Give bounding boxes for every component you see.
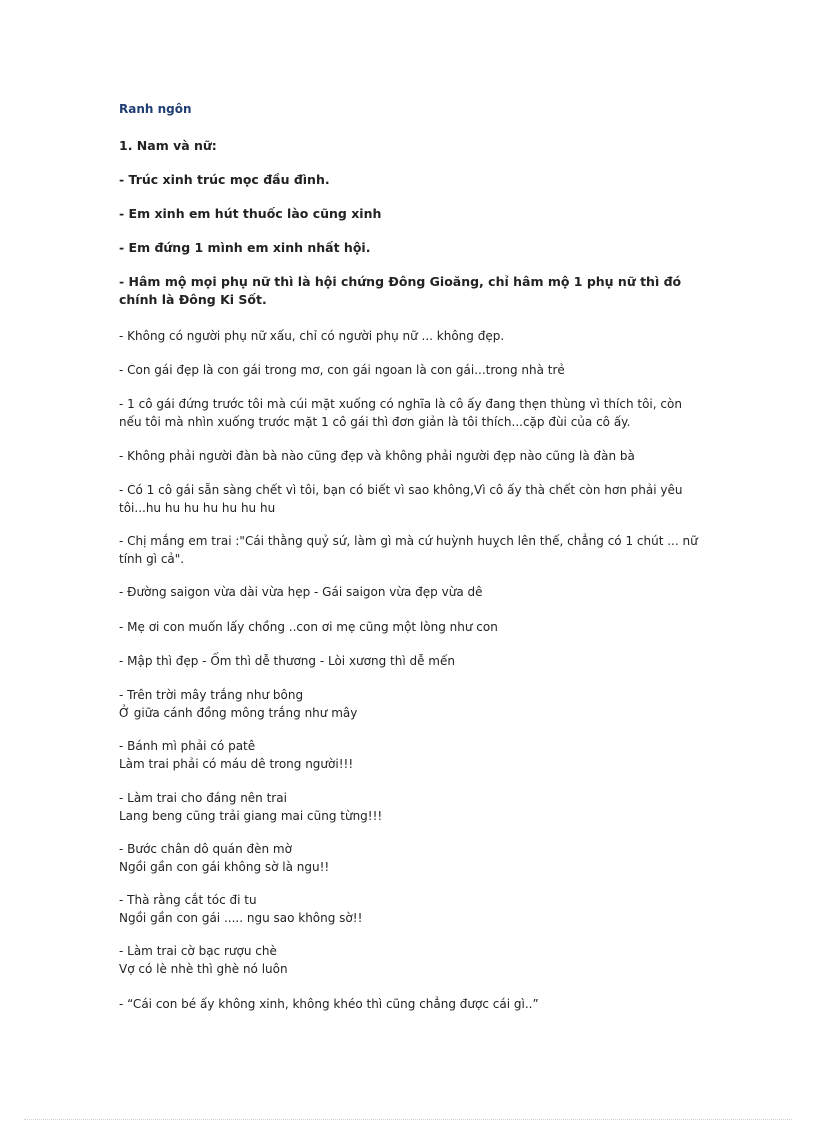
quote-1: - Không có người phụ nữ xấu, chỉ có người phụ nữ ... không đẹp. <box>119 329 505 343</box>
quote-12-line-1: - Làm trai cho đáng nên trai <box>119 791 287 805</box>
quote-13-line-2: Ngồi gần con gái không sờ là ngu!! <box>119 859 330 874</box>
quote-4: - Không phải người đàn bà nào cũng đẹp và không phải người đẹp nào cũng là đàn bà <box>119 449 635 463</box>
quote-bold-4 <box>119 273 681 309</box>
quote-3-line-1: - 1 cô gái đứng trước tôi mà cúi mặt xuống có nghĩa là cô ấy đang thẹn thùng vì thích tôi, còn <box>119 397 682 411</box>
quote-10-line-2: Ở giữa cánh đồng mông trắng như mây <box>119 705 358 720</box>
quote-6-line-1: - Chị mắng em trai :"Cái thằng quỷ sứ, làm gì mà cứ huỳnh huỵch lên thế, chẳng có 1 chút ... nữ <box>119 534 698 548</box>
quote-10-line-1: - Trên trời mây trắng như bông <box>119 688 304 702</box>
quote-14-line-2: Ngồi gần con gái ..... ngu sao không sờ!! <box>119 910 363 925</box>
quote-11 <box>119 738 353 773</box>
quote-bold-3: - Em đứng 1 mình em xinh nhất hội. <box>119 240 371 255</box>
quote-bold-4-line-2: chính là Đông Ki Sốt. <box>119 292 267 307</box>
quote-bold-2: - Em xinh em hút thuốc lào cũng xinh <box>119 206 382 221</box>
quote-bold-1: - Trúc xinh trúc mọc đầu đình. <box>119 172 330 187</box>
quote-12 <box>119 790 382 825</box>
quote-11-line-2: Làm trai phải có máu dê trong người!!! <box>119 756 354 771</box>
quote-6-line-2: tính gì cả". <box>119 551 185 566</box>
quote-15 <box>119 943 288 978</box>
quote-13 <box>119 841 329 876</box>
quote-2: - Con gái đẹp là con gái trong mơ, con gái ngoan là con gái...trong nhà trẻ <box>119 363 565 377</box>
quote-11-line-1: - Bánh mì phải có patê <box>119 739 256 753</box>
quote-13-line-1: - Bước chân dô quán đèn mờ <box>119 842 292 856</box>
quote-14 <box>119 892 362 927</box>
section-heading: 1. Nam và nữ: <box>119 138 217 153</box>
quote-5 <box>119 482 682 517</box>
quote-16: - “Cái con bé ấy không xinh, không khéo thì cũng chẳng được cái gì..” <box>119 997 539 1011</box>
quote-15-line-2: Vợ có lè nhè thì ghè nó luôn <box>119 961 288 976</box>
quote-8: - Mẹ ơi con muốn lấy chồng ..con ơi mẹ cũng một lòng như con <box>119 620 498 634</box>
quote-12-line-2: Lang beng cũng trải giang mai cũng từng!!! <box>119 808 383 823</box>
quote-7: - Đường saigon vừa dài vừa hẹp - Gái saigon vừa đẹp vừa dê <box>119 585 483 599</box>
page-bottom-rule <box>24 1119 792 1120</box>
quote-15-line-1: - Làm trai cờ bạc rượu chè <box>119 944 277 958</box>
quote-6 <box>119 533 698 568</box>
quote-14-line-1: - Thà rằng cắt tóc đi tu <box>119 893 257 907</box>
quote-9: - Mập thì đẹp - Ốm thì dễ thương - Lòi xương thì dễ mến <box>119 654 455 668</box>
quote-5-line-1: - Có 1 cô gái sẵn sàng chết vì tôi, bạn có biết vì sao không,Vì cô ấy thà chết còn hơn phải yêu <box>119 483 683 497</box>
quote-3-line-2: nếu tôi mà nhìn xuống trước mặt 1 cô gái thì đơn giản là tôi thích...cặp đùi của cô ấy. <box>119 414 631 429</box>
quote-bold-4-line-1: - Hâm mộ mọi phụ nữ thì là hội chứng Đông Gioăng, chỉ hâm mộ 1 phụ nữ thì đó <box>119 274 682 289</box>
quote-3 <box>119 396 682 431</box>
quote-10 <box>119 687 357 722</box>
document-title: Ranh ngôn <box>119 102 192 116</box>
quote-5-line-2: tôi...hu hu hu hu hu hu hu <box>119 500 276 515</box>
